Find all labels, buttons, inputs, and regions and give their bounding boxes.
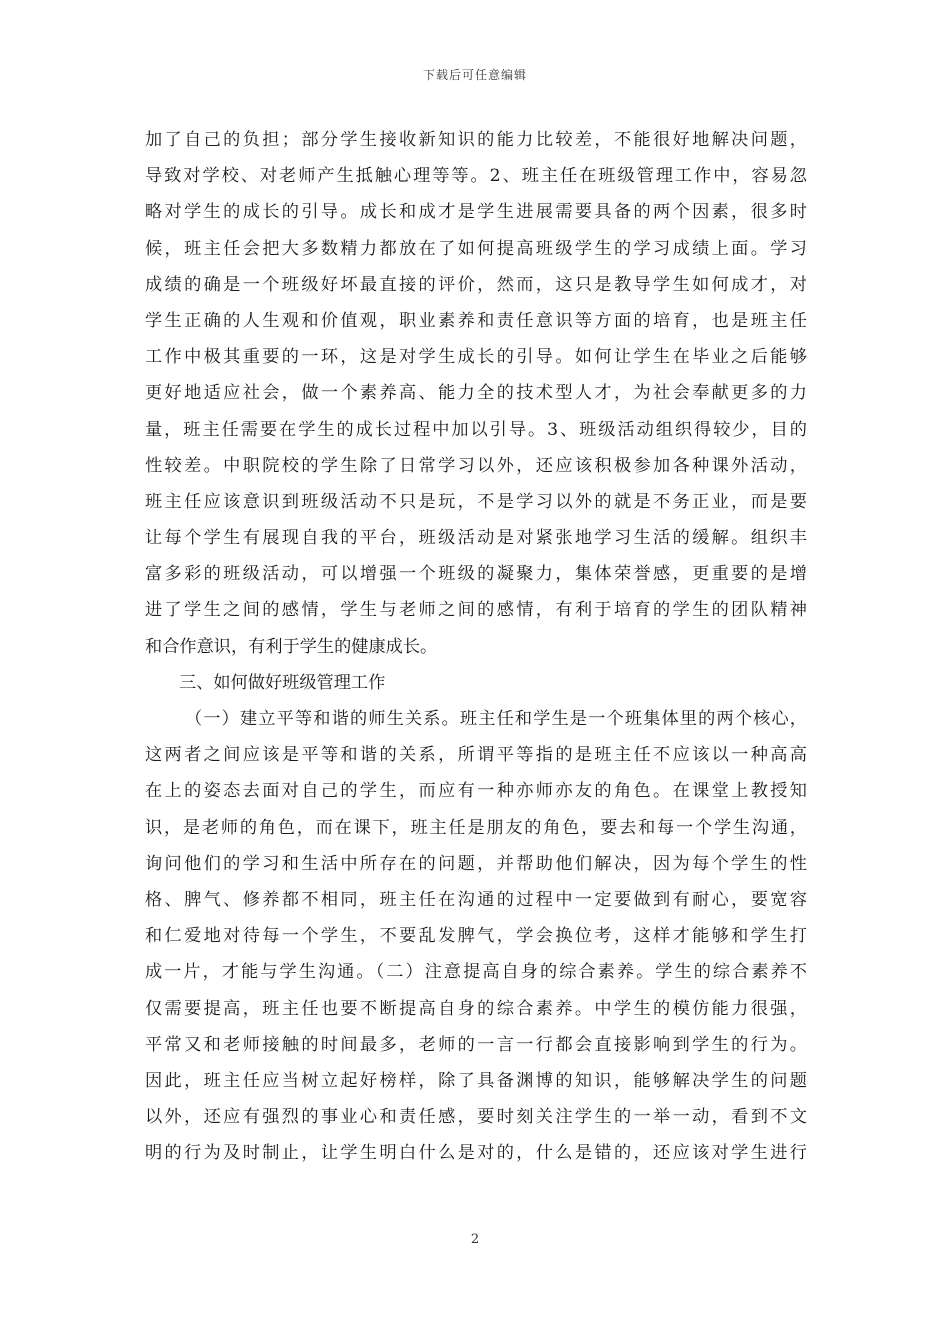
body-line: 和合作意识，有利于学生的健康成长。 <box>145 636 438 657</box>
body-line: 富多彩的班级活动，可以增强一个班级的凝聚力，集体荣誉感，更重要的是增 <box>145 564 807 585</box>
body-line: 明的行为及时制止，让学生明白什么是对的，什么是错的，还应该对学生进行 <box>145 1143 807 1164</box>
body-line: 班主任应该意识到班级活动不只是玩，不是学习以外的就是不务正业，而是要 <box>145 491 807 512</box>
body-line: 仅需要提高，班主任也要不断提高自身的综合素养。中学生的模仿能力很强， <box>145 998 807 1019</box>
body-line: 候，班主任会把大多数精力都放在了如何提高班级学生的学习成绩上面。学习 <box>145 238 807 259</box>
body-line: 更好地适应社会，做一个素养高、能力全的技术型人才，为社会奉献更多的力 <box>145 383 807 404</box>
body-line: 以外，还应有强烈的事业心和责任感，要时刻关注学生的一举一动，看到不文 <box>145 1107 807 1128</box>
body-line: 和仁爱地对待每一个学生，不要乱发脾气，学会换位考，这样才能够和学生打 <box>145 926 807 947</box>
body-line: 识，是老师的角色，而在课下，班主任是朋友的角色，要去和每一个学生沟通， <box>145 817 807 838</box>
body-line: 进了学生之间的感情，学生与老师之间的感情，有利于培育的学生的团队精神 <box>145 600 807 621</box>
body-line: 加了自己的负担；部分学生接收新知识的能力比较差，不能很好地解决问题， <box>145 130 807 150</box>
body-line: 量，班主任需要在学生的成长过程中加以引导。3、班级活动组织得较少，目的 <box>145 419 807 440</box>
body-line: 工作中极其重要的一环，这是对学生成长的引导。如何让学生在毕业之后能够 <box>145 347 807 368</box>
body-line: 学生正确的人生观和价值观，职业素养和责任意识等方面的培育，也是班主任 <box>145 310 807 331</box>
body-line: 询问他们的学习和生活中所存在的问题，并帮助他们解决，因为每个学生的性 <box>145 853 807 874</box>
body-line: 格、脾气、修养都不相同，班主任在沟通的过程中一定要做到有耐心，要宽容 <box>145 889 807 910</box>
body-line: 成绩的确是一个班级好坏最直接的评价，然而，这只是教导学生如何成才，对 <box>145 274 807 295</box>
body-line: 略对学生的成长的引导。成长和成才是学生进展需要具备的两个因素，很多时 <box>145 202 807 223</box>
body-line: 这两者之间应该是平等和谐的关系，所谓平等指的是班主任不应该以一种高高 <box>145 745 807 766</box>
body-line: 平常又和老师接触的时间最多，老师的一言一行都会直接影响到学生的行为。 <box>145 1034 807 1055</box>
body-line: 因此，班主任应当树立起好榜样，除了具备渊博的知识，能够解决学生的问题 <box>145 1070 807 1091</box>
body-line: 导致对学校、对老师产生抵触心理等等。2、班主任在班级管理工作中，容易忽 <box>145 166 807 187</box>
body-line: 性较差。中职院校的学生除了日常学习以外，还应该积极参加各种课外活动， <box>145 455 807 476</box>
section-heading: 三、如何做好班级管理工作 <box>179 672 386 693</box>
page-number: 2 <box>470 1232 480 1247</box>
page-header: 下载后可任意编辑 <box>422 68 527 82</box>
body-line: 让每个学生有展现自我的平台，班级活动是对紧张地学习生活的缓解。组织丰 <box>145 528 807 549</box>
body-line: 成一片，才能与学生沟通。（二）注意提高自身的综合素养。学生的综合素养不 <box>145 962 807 983</box>
document-body <box>145 122 807 1171</box>
body-line: （一）建立平等和谐的师生关系。班主任和学生是一个班集体里的两个核心， <box>185 709 807 729</box>
body-line: 在上的姿态去面对自己的学生，而应有一种亦师亦友的角色。在课堂上教授知 <box>145 781 807 802</box>
